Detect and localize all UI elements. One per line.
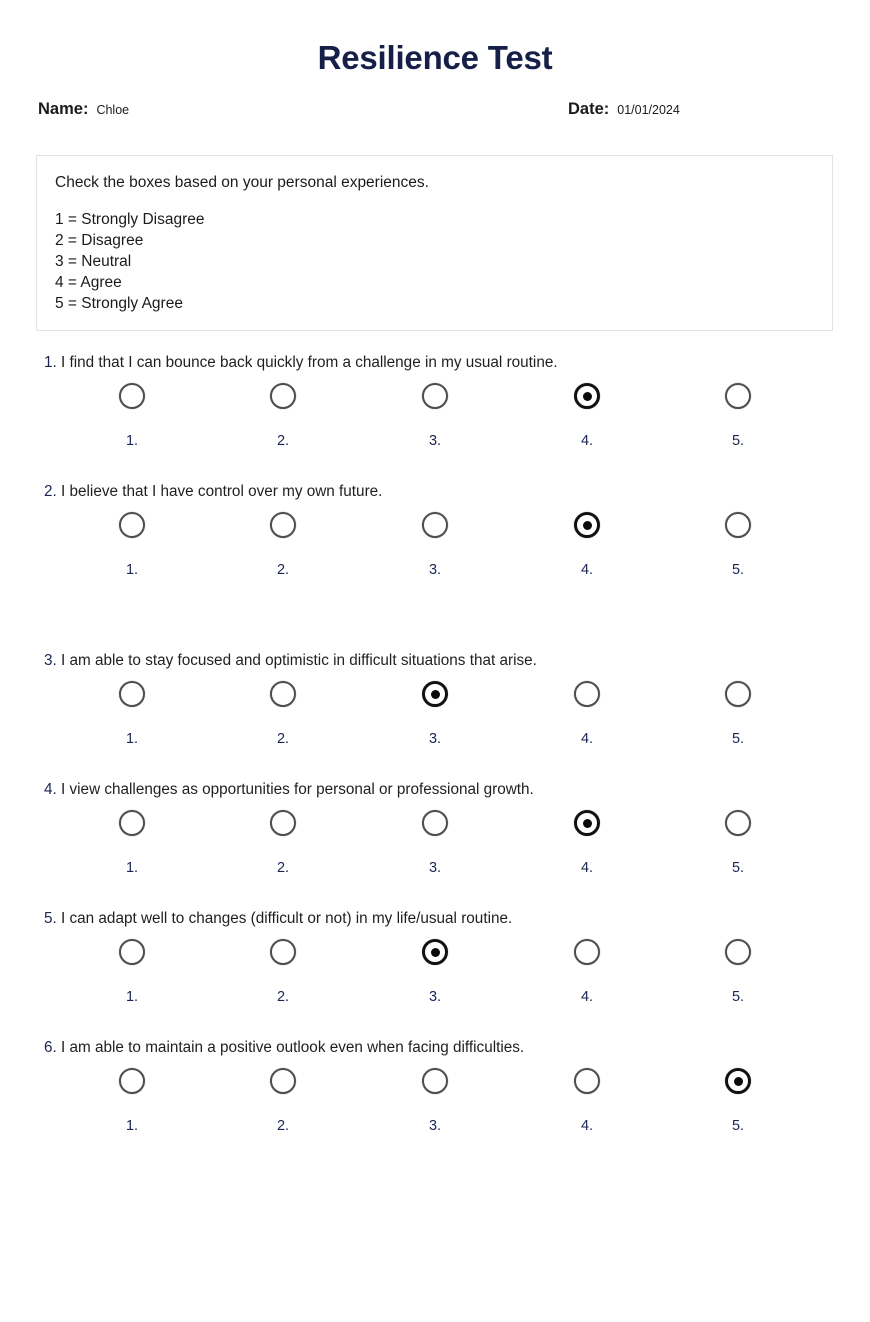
likert-option-1[interactable] [102, 939, 162, 1006]
question-prompt: I am able to maintain a positive outlook even when facing difficulties. [56, 1039, 525, 1056]
likert-option-4[interactable] [557, 512, 617, 579]
likert-option-4[interactable] [557, 1068, 617, 1135]
name-label: Name: [38, 100, 89, 118]
likert-option-label: 4. [580, 433, 594, 449]
radio-unchecked-icon[interactable] [270, 512, 296, 538]
name-field-group [38, 100, 129, 119]
likert-option-label: 3. [428, 1118, 442, 1134]
likert-option-2[interactable] [253, 512, 313, 579]
radio-unchecked-icon[interactable] [422, 512, 448, 538]
instructions-box [36, 155, 833, 331]
question-block [0, 650, 870, 779]
questions-list [0, 352, 870, 1166]
likert-option-4[interactable] [557, 939, 617, 1006]
likert-options-row [0, 681, 870, 773]
likert-option-label: 3. [428, 989, 442, 1005]
radio-checked-icon[interactable] [574, 383, 600, 409]
likert-option-5[interactable] [708, 383, 768, 450]
radio-unchecked-icon[interactable] [725, 383, 751, 409]
likert-option-label: 1. [125, 562, 139, 578]
date-value[interactable]: 01/01/2024 [617, 103, 680, 117]
radio-unchecked-icon[interactable] [270, 939, 296, 965]
likert-option-label: 2. [276, 562, 290, 578]
likert-option-2[interactable] [253, 681, 313, 748]
likert-option-5[interactable] [708, 681, 768, 748]
radio-unchecked-icon[interactable] [119, 681, 145, 707]
likert-option-label: 5. [731, 731, 745, 747]
radio-checked-icon[interactable] [725, 1068, 751, 1094]
question-block [0, 352, 870, 481]
radio-unchecked-icon[interactable] [574, 681, 600, 707]
likert-option-3[interactable] [405, 681, 465, 748]
likert-option-label: 3. [428, 433, 442, 449]
date-field-group [568, 100, 680, 119]
radio-unchecked-icon[interactable] [574, 1068, 600, 1094]
radio-unchecked-icon[interactable] [119, 1068, 145, 1094]
likert-option-label: 5. [731, 860, 745, 876]
radio-unchecked-icon[interactable] [725, 939, 751, 965]
likert-option-1[interactable] [102, 383, 162, 450]
question-text [0, 650, 870, 672]
radio-checked-icon[interactable] [574, 512, 600, 538]
radio-unchecked-icon[interactable] [119, 810, 145, 836]
likert-options-row [0, 939, 870, 1031]
rating-scale-legend [55, 209, 814, 314]
likert-option-label: 3. [428, 731, 442, 747]
question-number: 3. [44, 652, 57, 669]
scale-item: 4 = Agree [55, 274, 122, 291]
question-text [0, 1037, 870, 1059]
question-number: 4. [44, 781, 57, 798]
likert-option-2[interactable] [253, 1068, 313, 1135]
likert-option-4[interactable] [557, 383, 617, 450]
question-number: 2. [44, 483, 57, 500]
likert-option-5[interactable] [708, 1068, 768, 1135]
likert-option-label: 3. [428, 562, 442, 578]
likert-option-label: 2. [276, 989, 290, 1005]
radio-unchecked-icon[interactable] [422, 810, 448, 836]
likert-option-label: 1. [125, 1118, 139, 1134]
question-block [0, 779, 870, 908]
likert-option-label: 1. [125, 860, 139, 876]
likert-option-3[interactable] [405, 810, 465, 877]
likert-option-1[interactable] [102, 810, 162, 877]
radio-checked-icon[interactable] [574, 810, 600, 836]
instructions-lead: Check the boxes based on your personal experiences. [55, 174, 429, 191]
likert-option-label: 2. [276, 433, 290, 449]
likert-options-row [0, 512, 870, 604]
page-title: Resilience Test [317, 39, 553, 76]
question-text [0, 481, 870, 503]
likert-option-label: 4. [580, 989, 594, 1005]
likert-option-label: 1. [125, 433, 139, 449]
likert-option-4[interactable] [557, 810, 617, 877]
radio-unchecked-icon[interactable] [725, 810, 751, 836]
scale-item: 2 = Disagree [55, 232, 144, 249]
scale-item: 3 = Neutral [55, 253, 132, 270]
likert-option-3[interactable] [405, 512, 465, 579]
radio-unchecked-icon[interactable] [270, 1068, 296, 1094]
radio-unchecked-icon[interactable] [725, 512, 751, 538]
likert-option-label: 2. [276, 1118, 290, 1134]
question-prompt: I view challenges as opportunities for personal or professional growth. [56, 781, 534, 798]
question-text [0, 779, 870, 801]
likert-option-5[interactable] [708, 939, 768, 1006]
likert-option-1[interactable] [102, 1068, 162, 1135]
radio-unchecked-icon[interactable] [119, 939, 145, 965]
likert-option-label: 2. [276, 731, 290, 747]
likert-options-row [0, 383, 870, 475]
likert-option-label: 4. [580, 1118, 594, 1134]
name-value[interactable]: Chloe [96, 103, 130, 117]
question-number: 5. [44, 910, 57, 927]
question-prompt: I find that I can bounce back quickly from a challenge in my usual routine. [56, 354, 558, 371]
likert-option-label: 3. [428, 860, 442, 876]
scale-item: 5 = Strongly Agree [55, 295, 183, 312]
likert-option-5[interactable] [708, 512, 768, 579]
likert-option-label: 2. [276, 860, 290, 876]
radio-unchecked-icon[interactable] [119, 512, 145, 538]
likert-option-label: 5. [731, 433, 745, 449]
radio-unchecked-icon[interactable] [270, 383, 296, 409]
likert-option-3[interactable] [405, 1068, 465, 1135]
scale-item: 1 = Strongly Disagree [55, 211, 205, 228]
likert-option-label: 4. [580, 860, 594, 876]
likert-option-label: 4. [580, 731, 594, 747]
question-block [0, 1037, 870, 1166]
likert-option-1[interactable] [102, 681, 162, 748]
likert-options-row [0, 1068, 870, 1160]
likert-option-label: 5. [731, 562, 745, 578]
likert-option-3[interactable] [405, 383, 465, 450]
likert-option-1[interactable] [102, 512, 162, 579]
likert-option-2[interactable] [253, 810, 313, 877]
question-text [0, 352, 870, 374]
likert-option-label: 1. [125, 989, 139, 1005]
question-text [0, 908, 870, 930]
question-block [0, 481, 870, 650]
question-block [0, 908, 870, 1037]
likert-option-3[interactable] [405, 939, 465, 1006]
likert-option-2[interactable] [253, 939, 313, 1006]
radio-unchecked-icon[interactable] [422, 383, 448, 409]
question-prompt: I believe that I have control over my own future. [56, 483, 383, 500]
likert-option-4[interactable] [557, 681, 617, 748]
radio-unchecked-icon[interactable] [422, 1068, 448, 1094]
likert-options-row [0, 810, 870, 902]
likert-option-label: 5. [731, 1118, 745, 1134]
question-number: 1. [44, 354, 57, 371]
question-prompt: I can adapt well to changes (difficult or not) in my life/usual routine. [56, 910, 513, 927]
radio-unchecked-icon[interactable] [574, 939, 600, 965]
radio-unchecked-icon[interactable] [270, 681, 296, 707]
likert-option-2[interactable] [253, 383, 313, 450]
likert-option-label: 5. [731, 989, 745, 1005]
meta-row [0, 100, 870, 126]
question-number: 6. [44, 1039, 57, 1056]
date-label: Date: [568, 100, 610, 118]
radio-checked-icon[interactable] [422, 681, 448, 707]
radio-checked-icon[interactable] [422, 939, 448, 965]
radio-unchecked-icon[interactable] [119, 383, 145, 409]
likert-option-5[interactable] [708, 810, 768, 877]
question-prompt: I am able to stay focused and optimistic in difficult situations that arise. [56, 652, 537, 669]
radio-unchecked-icon[interactable] [270, 810, 296, 836]
radio-unchecked-icon[interactable] [725, 681, 751, 707]
likert-option-label: 4. [580, 562, 594, 578]
likert-option-label: 1. [125, 731, 139, 747]
